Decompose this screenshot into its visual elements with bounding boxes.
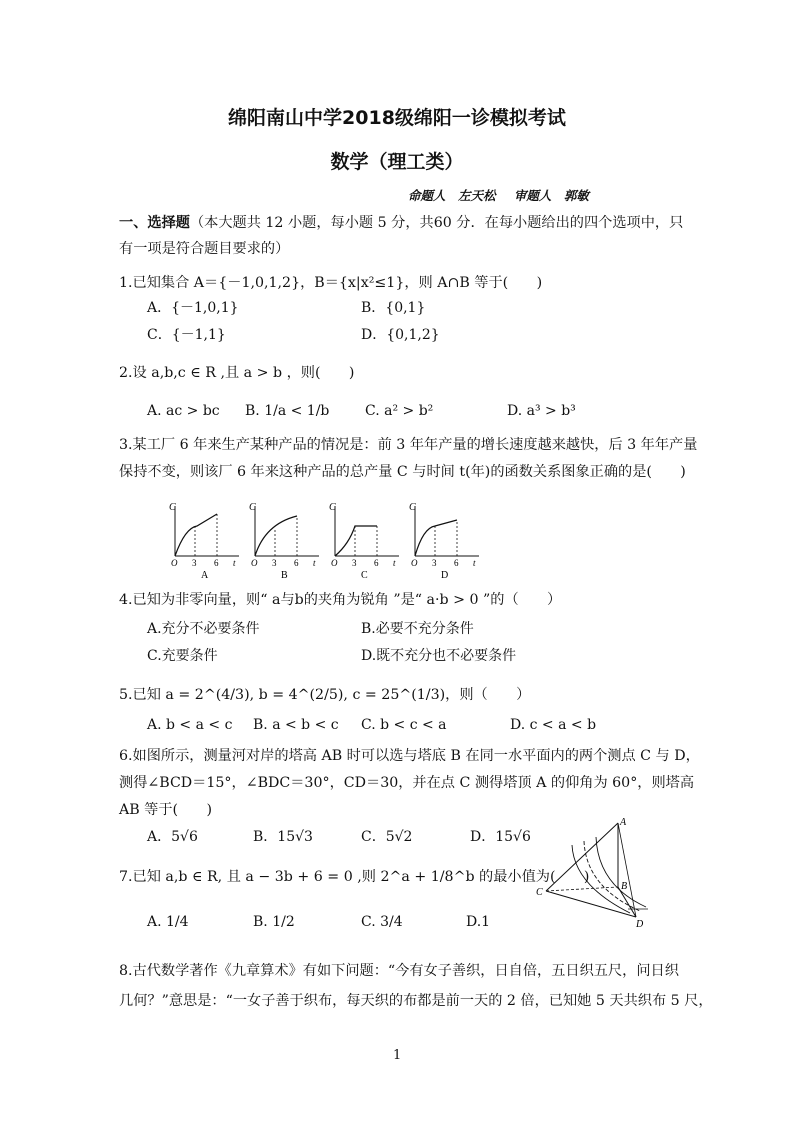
- q7-option-c: C. 3/4: [361, 914, 403, 930]
- q6-figure-label-a: A: [620, 817, 627, 828]
- q3-graph-b-axis-x: t: [313, 558, 316, 568]
- q1-option-b: B．{0,1}: [361, 300, 426, 316]
- q3-graph-c-tick-3: 3: [352, 558, 357, 568]
- q3-graph-c-origin: O: [331, 558, 338, 568]
- q3-graph-c-label: C: [361, 570, 368, 580]
- q3-stem-line2: 保持不变，则该厂 6 年来这种产品的总产量 C 与时间 t(年)的函数关系图象正确的是( ): [119, 464, 686, 480]
- q1-option-a: A．{－1,0,1}: [147, 300, 239, 316]
- section-heading: 一、选择题: [119, 215, 190, 231]
- q1-option-c: C．{－1,1}: [147, 327, 226, 343]
- q6-option-c: C．5√2: [361, 829, 413, 845]
- authors-line: [408, 186, 603, 204]
- q3-graph-a-axis-y: C: [169, 502, 176, 513]
- question-reviewer: 审题人 郭敏: [513, 188, 589, 203]
- q4-option-d: D.既不充分也不必要条件: [361, 648, 517, 664]
- q3-graph-b-tick-3: 3: [272, 558, 277, 568]
- q3-graph-a-origin: O: [171, 558, 178, 568]
- exam-subtitle: 数学（理工类）: [330, 151, 464, 173]
- q5-option-a: A. b < a < c: [147, 717, 233, 733]
- q3-graphs: [165, 498, 485, 580]
- q4-option-a: A.充分不必要条件: [147, 621, 260, 637]
- q8-stem-line1: 8.古代数学著作《九章算术》有如下问题：“今有女子善织，日自倍，五日织五尺，问日织: [119, 963, 679, 979]
- q8-stem-line2: 几何？”意思是：“一女子善于织布，每天织的布都是前一天的 2 倍，已知她 5 天共织布 5 尺，: [119, 993, 713, 1009]
- q3-graph-b-origin: O: [251, 558, 258, 568]
- q1-option-d: D．{0,1,2}: [361, 327, 440, 343]
- q3-graph-d-axis-x: t: [473, 558, 476, 568]
- q4-stem: 4.已知为非零向量，则“ a与b的夹角为锐角 ”是“ a·b > 0 ”的（ ）: [119, 592, 562, 608]
- q7-stem: 7.已知 a,b ∈ R, 且 a − 3b + 6 = 0 ,则 2^a + 1/8^b 的最小值为( ): [119, 869, 590, 885]
- q3-graph-d-axis-y: C: [409, 502, 416, 513]
- q6-stem-line3: AB 等于( ): [119, 802, 213, 818]
- q5-option-d: D. c < a < b: [510, 717, 597, 733]
- q6-stem-line2: 测得∠BCD＝15°，∠BDC＝30°，CD＝30，并在点 C 测得塔顶 A 的仰角为 60°，则塔高: [119, 775, 695, 791]
- q3-graph-d-tick-6: 6: [454, 558, 459, 568]
- section-heading-line: [119, 212, 683, 232]
- q4-option-b: B.必要不充分条件: [361, 621, 474, 637]
- q3-graph-b-tick-6: 6: [294, 558, 299, 568]
- q6-option-a: A．5√6: [147, 829, 198, 845]
- section-desc: （本大题共 12 小题，每小题 5 分，共60 分．在每小题给出的四个选项中，只: [189, 215, 684, 231]
- q3-graph-a-tick-3: 3: [192, 558, 197, 568]
- q2-option-c: C. a² > b²: [365, 403, 434, 419]
- q7-option-a: A. 1/4: [147, 914, 189, 930]
- q6-stem-line1: 6.如图所示，测量河对岸的塔高 AB 时可以选与塔底 B 在同一水平面内的两个测点 C 与 D，: [119, 748, 700, 764]
- page-number: 1: [393, 1048, 402, 1063]
- q6-figure-label-b: B: [621, 881, 628, 892]
- q3-graph-a-axis-x: t: [233, 558, 236, 568]
- q4-option-c: C.充要条件: [147, 648, 218, 664]
- q2-option-a: A. ac > bc: [147, 403, 220, 419]
- q3-graph-b: [249, 502, 319, 580]
- q6-option-b: B．15√3: [253, 829, 313, 845]
- q5-stem: 5.已知 a = 2^(4/3), b = 4^(2/5), c = 25^(1/3)，则（ ）: [119, 687, 531, 703]
- q3-graph-a-tick-6: 6: [214, 558, 219, 568]
- q6-figure-label-c: C: [536, 887, 543, 898]
- q7-option-b: B. 1/2: [253, 914, 295, 930]
- q3-graph-d-label: D: [441, 570, 449, 580]
- exam-title: 绵阳南山中学2018级绵阳一诊模拟考试: [228, 107, 566, 129]
- q3-graph-b-label: B: [281, 570, 288, 580]
- q3-stem-line1: 3.某工厂 6 年来生产某种产品的情况是：前 3 年年产量的增长速度越来越快，后 3 年年产量: [119, 437, 698, 453]
- q3-graph-c-axis-x: t: [393, 558, 396, 568]
- q3-graph-c: [329, 502, 399, 580]
- q1-stem: 1.已知集合 A＝{－1,0,1,2}，B＝{x|x²≤1}，则 A∩B 等于( ): [119, 275, 543, 291]
- q3-graph-d-tick-3: 3: [432, 558, 437, 568]
- q3-graph-a: [169, 502, 239, 580]
- q3-graph-b-axis-y: C: [249, 502, 256, 513]
- q5-option-b: B. a < b < c: [253, 717, 339, 733]
- q3-graph-c-axis-y: C: [329, 502, 336, 513]
- q5-option-c: C. b < c < a: [361, 717, 447, 733]
- q2-option-d: D. a³ > b³: [507, 403, 576, 419]
- q2-option-b: B. 1/a < 1/b: [245, 403, 330, 419]
- q7-option-d: D.1: [466, 914, 491, 930]
- q3-graph-d-origin: O: [411, 558, 418, 568]
- question-setter: 命题人 左天松: [408, 188, 496, 203]
- q6-option-d: D．15√6: [470, 829, 531, 845]
- q2-stem: 2.设 a,b,c ∈ R ,且 a > b ，则( ): [119, 365, 355, 381]
- q6-figure-label-d: D: [636, 919, 644, 930]
- section-desc-cont: 有一项是符合题目要求的）: [119, 241, 290, 257]
- q3-graph-a-label: A: [201, 570, 209, 580]
- q3-graph-c-tick-6: 6: [374, 558, 379, 568]
- q3-graph-d: [409, 502, 479, 580]
